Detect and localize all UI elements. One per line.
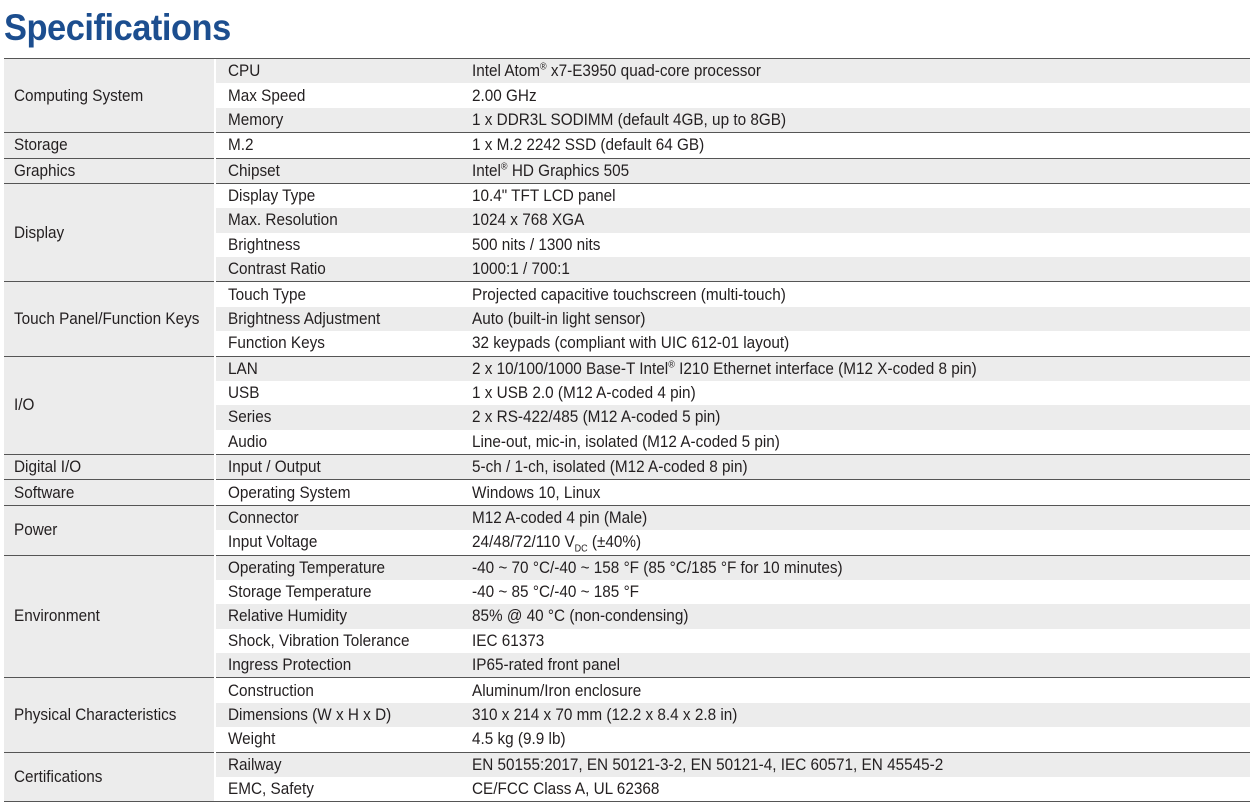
spec-value-text: 500 nits / 1300 nits (472, 234, 601, 254)
spec-item-name (216, 133, 464, 158)
spec-row-m-2 (4, 133, 1250, 158)
spec-item-value (464, 555, 1250, 580)
spec-item-name (216, 480, 464, 505)
spec-item-value (464, 455, 1250, 480)
spec-item-name (216, 678, 464, 703)
specifications-table (4, 58, 1250, 802)
spec-item-name (216, 430, 464, 455)
spec-value-text: M12 A-coded 4 pin (Male) (472, 507, 648, 527)
spec-item-label: Chipset (228, 160, 280, 180)
spec-value-text: -40 ~ 85 °C/-40 ~ 185 °F (472, 582, 640, 602)
spec-value-text: Projected capacitive touchscreen (multi-touch) (472, 284, 786, 304)
spec-item-label: Weight (228, 729, 276, 749)
spec-item-value (464, 727, 1250, 752)
spec-item-label: Operating System (228, 482, 351, 502)
spec-item-label: Construction (228, 680, 314, 700)
spec-row-cpu (4, 59, 1250, 84)
spec-item-value (464, 331, 1250, 356)
spec-item-name (216, 530, 464, 555)
category-power (4, 505, 214, 555)
spec-item-label: Input / Output (228, 457, 321, 477)
spec-item-value (464, 430, 1250, 455)
spec-item-name (216, 580, 464, 604)
spec-item-label: Relative Humidity (228, 606, 348, 626)
spec-item-name (216, 405, 464, 429)
spec-item-name (216, 356, 464, 381)
spec-item-label: Shock, Vibration Tolerance (228, 630, 410, 650)
spec-value-text: EN 50155:2017, EN 50121-3-2, EN 50121-4, IEC 60571, EN 45545-2 (472, 754, 944, 774)
spec-value-text: Aluminum/Iron enclosure (472, 680, 642, 700)
category-i-o (4, 356, 214, 455)
spec-value-text: 1 x M.2 2242 SSD (default 64 GB) (472, 135, 705, 155)
spec-item-value (464, 307, 1250, 331)
spec-item-name (216, 108, 464, 133)
spec-value-text: 4.5 kg (9.9 lb) (472, 729, 566, 749)
spec-value-text: 1 x DDR3L SODIMM (default 4GB, up to 8GB) (472, 109, 787, 129)
spec-value-text: 24/48/72/110 $V_{DC}$ (±40%) (472, 532, 642, 555)
category-graphics (4, 158, 214, 183)
spec-item-label: Input Voltage (228, 532, 318, 552)
spec-item-name (216, 727, 464, 752)
spec-row-construction (4, 678, 1250, 703)
category-label: Software (14, 482, 75, 502)
category-certifications (4, 752, 214, 802)
spec-item-name (216, 555, 464, 580)
spec-value-text: 1000:1 / 700:1 (472, 259, 570, 279)
category-label: Touch Panel/Function Keys (14, 308, 200, 328)
spec-row-railway (4, 752, 1250, 777)
spec-row-lan (4, 356, 1250, 381)
spec-value-text: 1 x USB 2.0 (M12 A-coded 4 pin) (472, 383, 696, 403)
spec-item-label: Dimensions (W x H x D) (228, 704, 392, 724)
spec-value-text: 2 x RS-422/485 (M12 A-coded 5 pin) (472, 407, 721, 427)
page-title: Specifications (4, 7, 231, 48)
spec-item-label: Brightness Adjustment (228, 308, 381, 328)
spec-item-value (464, 629, 1250, 653)
spec-value-text: 32 keypads (compliant with UIC 612-01 layout) (472, 333, 790, 353)
category-label: I/O (14, 395, 35, 415)
spec-item-name (216, 307, 464, 331)
spec-item-value (464, 183, 1250, 208)
spec-item-name (216, 83, 464, 107)
spec-item-name (216, 158, 464, 183)
spec-value-text: Windows 10, Linux (472, 482, 601, 502)
spec-item-name (216, 455, 464, 480)
spec-item-label: Contrast Ratio (228, 259, 326, 279)
spec-item-label: Series (228, 407, 272, 427)
spec-item-name (216, 282, 464, 307)
spec-item-value (464, 480, 1250, 505)
spec-item-label: USB (228, 383, 260, 403)
spec-item-name (216, 381, 464, 405)
category-storage (4, 133, 214, 158)
spec-value-text: 2.00 GHz (472, 85, 537, 105)
category-label: Storage (14, 135, 68, 155)
category-digital-i-o (4, 455, 214, 480)
spec-item-label: LAN (228, 358, 258, 378)
spec-item-value (464, 59, 1250, 84)
spec-item-label: Touch Type (228, 284, 306, 304)
spec-item-value (464, 381, 1250, 405)
spec-item-label: Brightness (228, 234, 301, 254)
spec-item-value (464, 356, 1250, 381)
spec-item-name (216, 183, 464, 208)
category-physical-characteristics (4, 678, 214, 752)
spec-item-label: Max. Resolution (228, 210, 338, 230)
spec-value-text: 310 x 214 x 70 mm (12.2 x 8.4 x 2.8 in) (472, 704, 738, 724)
spec-row-operating-system (4, 480, 1250, 505)
spec-item-value (464, 405, 1250, 429)
spec-value-text: IEC 61373 (472, 630, 545, 650)
spec-item-value (464, 752, 1250, 777)
spec-item-label: EMC, Safety (228, 779, 314, 799)
spec-item-value (464, 580, 1250, 604)
category-environment (4, 555, 214, 678)
spec-row-display-type (4, 183, 1250, 208)
spec-value-text: Line-out, mic-in, isolated (M12 A-coded 5 pin) (472, 431, 780, 451)
spec-item-label: Connector (228, 507, 299, 527)
category-label: Certifications (14, 766, 103, 786)
spec-value-text: 1024 x 768 XGA (472, 210, 585, 230)
spec-item-label: M.2 (228, 135, 254, 155)
spec-item-name (216, 777, 464, 802)
spec-item-name (216, 604, 464, 628)
category-computing-system (4, 59, 214, 133)
category-software (4, 480, 214, 505)
spec-value-text: IP65-rated front panel (472, 655, 621, 675)
spec-item-value (464, 678, 1250, 703)
spec-item-label: Storage Temperature (228, 582, 372, 602)
spec-item-value (464, 653, 1250, 678)
spec-item-label: Audio (228, 431, 268, 451)
spec-value-text: Intel® HD Graphics 505 (472, 160, 630, 180)
spec-item-name (216, 233, 464, 257)
spec-item-value (464, 208, 1250, 232)
spec-row-input-output (4, 455, 1250, 480)
category-label: Computing System (14, 85, 144, 105)
spec-value-text: 2 x 10/100/1000 Base-T Intel® I210 Ethernet interface (M12 X-coded 8 pin) (472, 358, 977, 378)
category-label: Environment (14, 606, 100, 626)
spec-item-label: Railway (228, 754, 282, 774)
spec-item-name (216, 59, 464, 84)
spec-item-value (464, 133, 1250, 158)
spec-row-chipset (4, 158, 1250, 183)
category-label: Power (14, 520, 58, 540)
spec-value-text: -40 ~ 70 °C/-40 ~ 158 °F (85 °C/185 °F for 10 minutes) (472, 557, 843, 577)
spec-value-text: CE/FCC Class A, UL 62368 (472, 779, 660, 799)
spec-item-name (216, 752, 464, 777)
spec-row-connector (4, 505, 1250, 530)
spec-item-value (464, 257, 1250, 282)
spec-item-name (216, 257, 464, 282)
category-label: Digital I/O (14, 457, 82, 477)
spec-item-value (464, 83, 1250, 107)
spec-item-name (216, 208, 464, 232)
spec-item-label: Operating Temperature (228, 557, 386, 577)
category-display (4, 183, 214, 282)
spec-item-label: CPU (228, 61, 261, 81)
spec-item-label: Display Type (228, 186, 316, 206)
spec-item-value (464, 530, 1250, 555)
spec-item-name (216, 331, 464, 356)
spec-item-label: Ingress Protection (228, 655, 352, 675)
spec-row-touch-type (4, 282, 1250, 307)
spec-item-name (216, 653, 464, 678)
spec-item-value (464, 282, 1250, 307)
category-label: Display (14, 222, 65, 242)
category-label: Graphics (14, 160, 76, 180)
spec-item-value (464, 505, 1250, 530)
category-touch-panel-function-keys (4, 282, 214, 356)
spec-value-text: Auto (built-in light sensor) (472, 308, 646, 328)
spec-item-label: Function Keys (228, 333, 325, 353)
spec-item-value (464, 233, 1250, 257)
spec-item-label: Max Speed (228, 85, 306, 105)
spec-item-name (216, 703, 464, 727)
spec-item-value (464, 158, 1250, 183)
spec-value-text: 85% @ 40 °C (non-condensing) (472, 606, 689, 626)
spec-item-value (464, 604, 1250, 628)
category-label: Physical Characteristics (14, 704, 177, 724)
spec-item-value (464, 777, 1250, 802)
spec-item-value (464, 703, 1250, 727)
spec-value-text: 10.4" TFT LCD panel (472, 186, 616, 206)
spec-item-value (464, 108, 1250, 133)
spec-value-text: Intel Atom® x7-E3950 quad-core processor (472, 61, 762, 81)
spec-item-label: Memory (228, 109, 284, 129)
spec-row-operating-temperature (4, 555, 1250, 580)
spec-value-text: 5-ch / 1-ch, isolated (M12 A-coded 8 pin) (472, 457, 748, 477)
spec-item-name (216, 505, 464, 530)
spec-item-name (216, 629, 464, 653)
